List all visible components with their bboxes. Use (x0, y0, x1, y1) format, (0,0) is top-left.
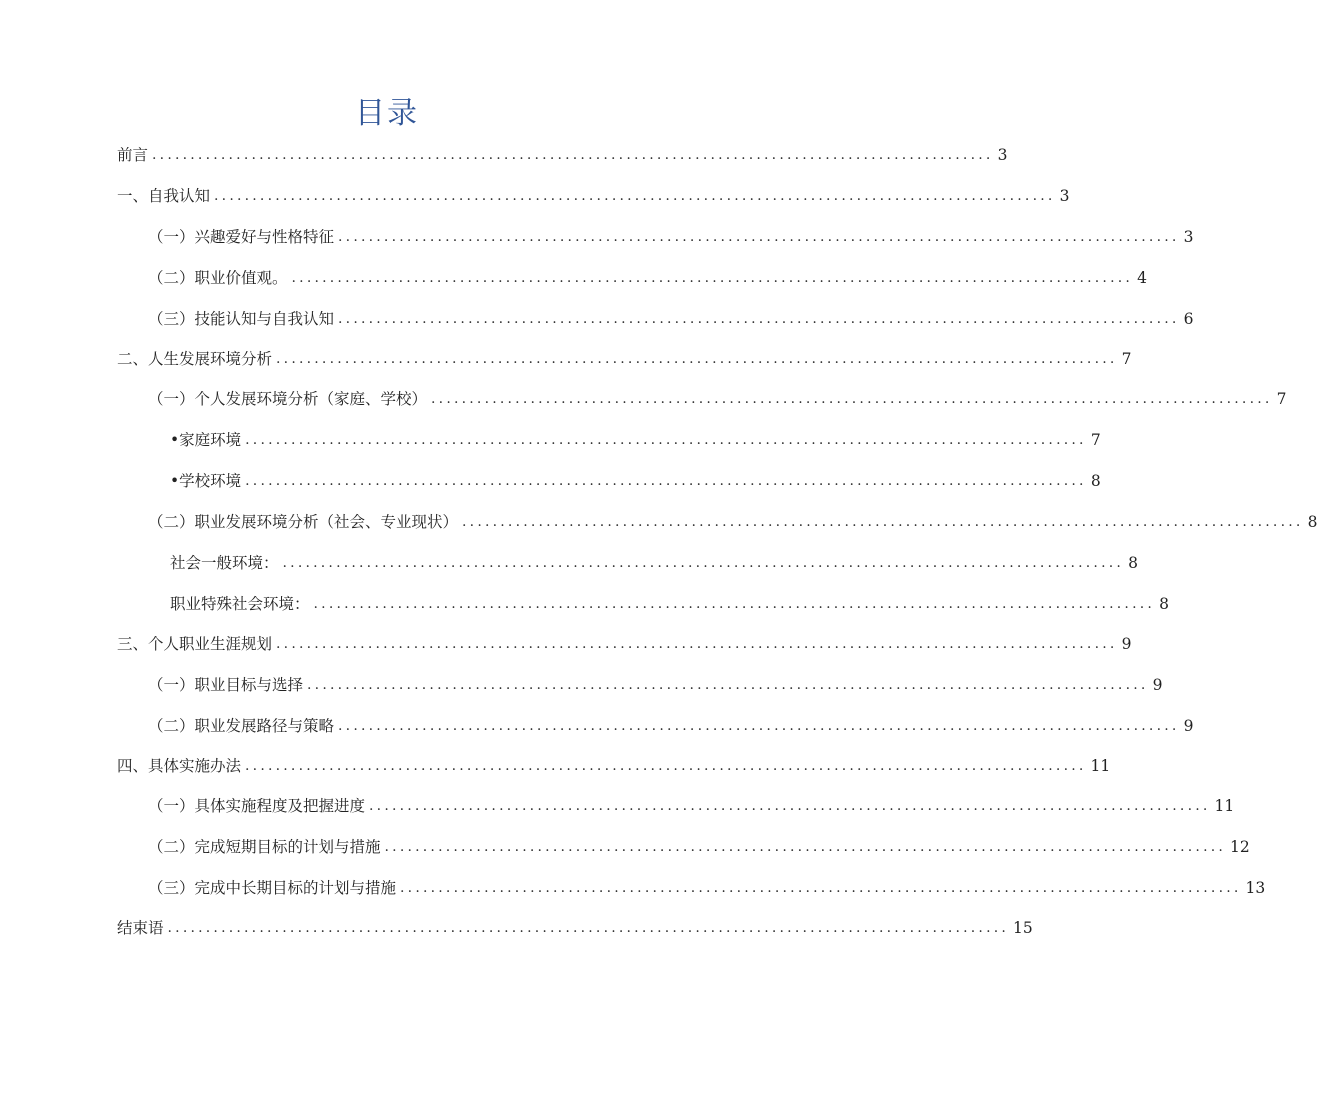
dot-leader: .............................................................................................................. (338, 311, 1180, 327)
toc-entry-label: （三）技能认知与自我认知 (148, 310, 335, 328)
toc-entry-values[interactable] (148, 266, 1148, 290)
toc-entry-page: 6 (1183, 310, 1194, 328)
toc-entry-career-plan[interactable] (117, 632, 1132, 656)
dot-leader: .............................................................................................................. (282, 555, 1125, 571)
dot-leader: .............................................................................................................. (167, 920, 1010, 936)
toc-entry-label: （一）个人发展环境分析（家庭、学校） (148, 390, 428, 408)
toc-entry-personal-environment[interactable] (148, 387, 1287, 411)
toc-entry-page: 8 (1159, 595, 1170, 613)
dot-leader: .............................................................................................................. (152, 147, 994, 163)
toc-entry-label: 结束语 (117, 919, 164, 937)
toc-entry-environment[interactable] (117, 347, 1132, 371)
toc-entry-short-term[interactable] (148, 835, 1250, 859)
toc-entry-page: 9 (1183, 717, 1194, 735)
toc-entry-page: 15 (1013, 919, 1033, 937)
dot-leader: .............................................................................................................. (214, 188, 1056, 204)
toc-entry-label: 社会一般环境： (170, 554, 279, 572)
dot-leader: .............................................................................................................. (276, 636, 1118, 652)
toc-entry-page: 3 (1059, 187, 1070, 205)
toc-entry-label: 职业特殊社会环境： (170, 595, 310, 613)
toc-entry-page: 11 (1214, 797, 1235, 815)
toc-entry-label: （二）完成短期目标的计划与措施 (148, 838, 381, 856)
dot-leader: .............................................................................................................. (245, 758, 1087, 774)
toc-entry-self-awareness[interactable] (117, 184, 1070, 208)
toc-entry-skills[interactable] (148, 307, 1194, 331)
toc-entry-page: 4 (1137, 269, 1148, 287)
dot-leader: .............................................................................................................. (313, 596, 1156, 612)
dot-leader: .............................................................................................................. (462, 514, 1304, 530)
dot-leader: .............................................................................................................. (369, 798, 1211, 814)
dot-leader: .............................................................................................................. (307, 677, 1149, 693)
toc-entry-page: 8 (1090, 472, 1101, 490)
toc-entry-page: 11 (1090, 757, 1111, 775)
toc-entry-page: 3 (1183, 228, 1194, 246)
toc-entry-label: （一）兴趣爱好与性格特征 (148, 228, 335, 246)
toc-entry-label: 一、自我认知 (117, 187, 211, 205)
toc-entry-page: 7 (1121, 350, 1132, 368)
toc-entry-label: （二）职业发展环境分析（社会、专业现状） (148, 513, 459, 531)
toc-entry-page: 8 (1307, 513, 1318, 531)
toc-entry-career-environment[interactable] (148, 510, 1318, 534)
toc-entry-page: 9 (1121, 635, 1132, 653)
toc-entry-label: （二）职业价值观。 (148, 269, 288, 287)
toc-entry-page: 13 (1245, 879, 1266, 897)
toc-entry-career-special[interactable] (170, 592, 1170, 616)
dot-leader: .............................................................................................................. (276, 351, 1118, 367)
toc-entry-career-goals[interactable] (148, 673, 1163, 697)
toc-entry-page: 7 (1276, 390, 1287, 408)
dot-leader: .............................................................................................................. (338, 229, 1180, 245)
dot-leader: .............................................................................................................. (431, 391, 1273, 407)
toc-entry-conclusion[interactable] (117, 916, 1033, 940)
toc-entry-label: （三）完成中长期目标的计划与措施 (148, 879, 397, 897)
dot-leader: .............................................................................................................. (400, 880, 1242, 896)
dot-leader: .............................................................................................................. (384, 839, 1227, 855)
dot-leader: .............................................................................................................. (245, 432, 1087, 448)
toc-entry-label: 四、具体实施办法 (117, 757, 242, 775)
toc-entry-label: 二、人生发展环境分析 (117, 350, 273, 368)
toc-entry-page: 3 (997, 146, 1008, 164)
toc-entry-label: 前言 (117, 146, 149, 164)
toc-entry-label: •家庭环境 (170, 431, 242, 449)
dot-leader: .............................................................................................................. (291, 270, 1134, 286)
toc-entry-progress[interactable] (148, 794, 1235, 818)
toc-entry-label: （二）职业发展路径与策略 (148, 717, 335, 735)
toc-entry-label: （一）职业目标与选择 (148, 676, 304, 694)
toc-entry-family[interactable] (170, 428, 1101, 452)
toc-entry-long-term[interactable] (148, 876, 1266, 900)
toc-entry-preface[interactable] (117, 143, 1008, 167)
toc-entry-interests[interactable] (148, 225, 1194, 249)
toc-entry-page: 7 (1090, 431, 1101, 449)
toc-entry-label: •学校环境 (170, 472, 242, 490)
toc-entry-label: （一）具体实施程度及把握进度 (148, 797, 366, 815)
toc-entry-page: 9 (1152, 676, 1163, 694)
toc-entry-page: 12 (1230, 838, 1250, 856)
toc-entry-school[interactable] (170, 469, 1101, 493)
toc-entry-implementation[interactable] (117, 754, 1111, 778)
toc-entry-career-path[interactable] (148, 714, 1194, 738)
toc-title: 目录 (355, 96, 419, 131)
dot-leader: .............................................................................................................. (245, 473, 1087, 489)
toc-entry-social-general[interactable] (170, 551, 1139, 575)
toc-entry-label: 三、个人职业生涯规划 (117, 635, 273, 653)
toc-entry-page: 8 (1128, 554, 1139, 572)
dot-leader: .............................................................................................................. (338, 718, 1180, 734)
